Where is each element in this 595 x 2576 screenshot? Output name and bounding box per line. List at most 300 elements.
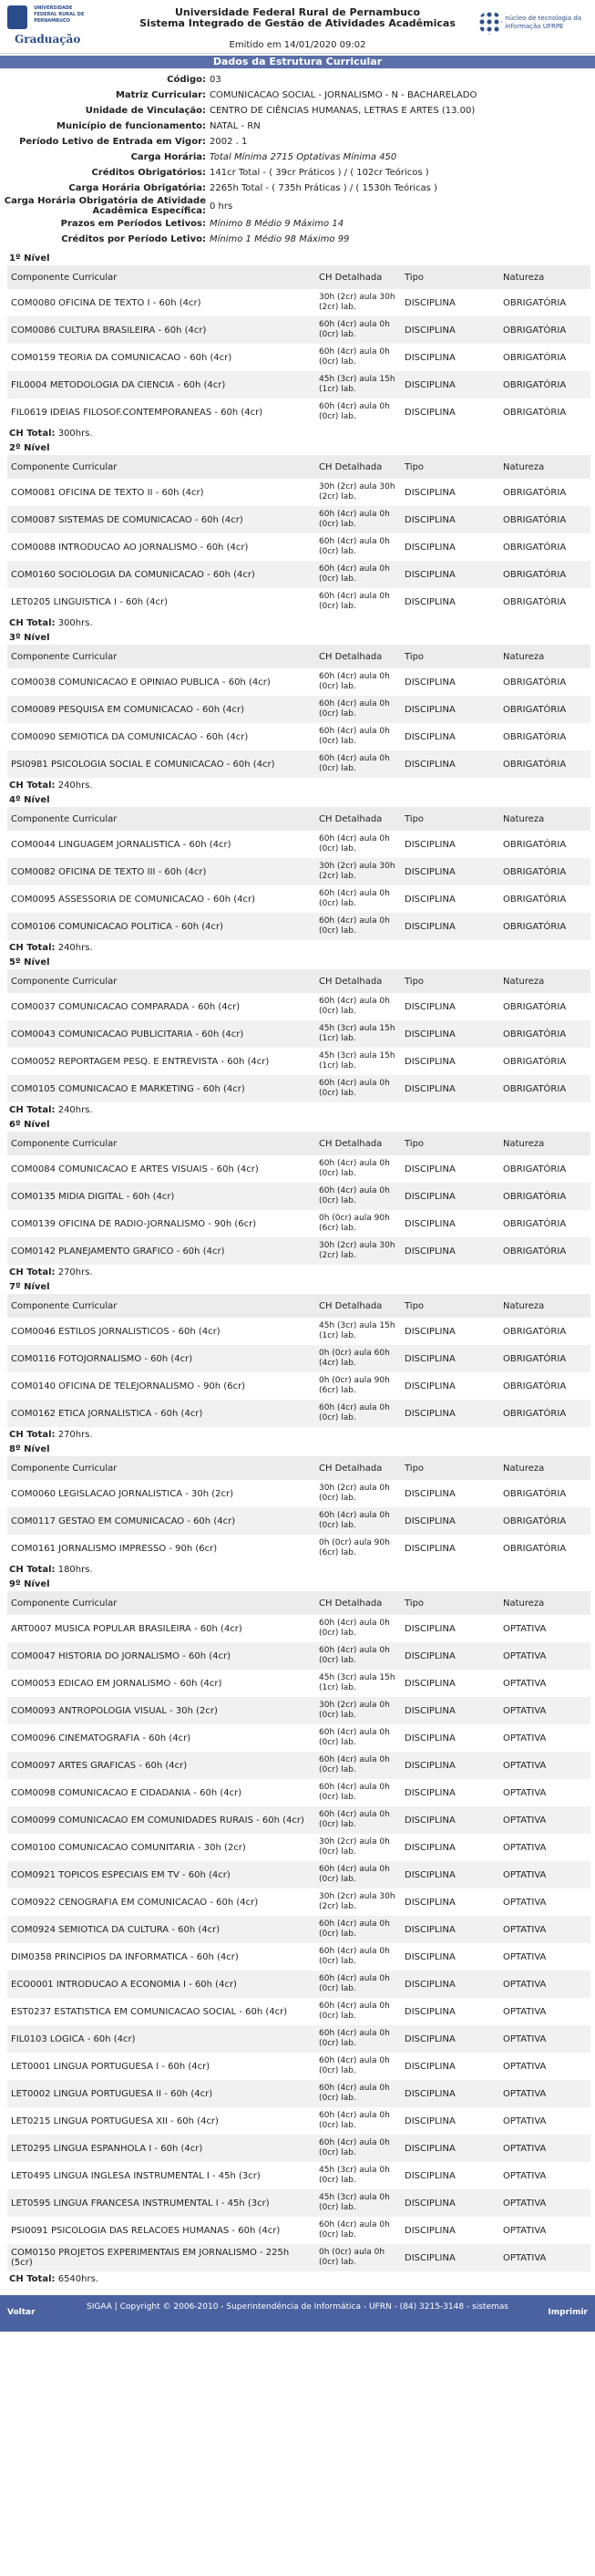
level-total — [0, 1265, 595, 1281]
components-table — [7, 1456, 590, 1562]
component-cell — [7, 2217, 315, 2244]
component-name: CENOGRAFIA EM COMUNICACAO - 60h (4cr) — [58, 1897, 259, 1908]
table-row — [7, 533, 590, 561]
component-nature: OBRIGATÓRIA — [499, 1345, 590, 1372]
table-row — [7, 2053, 590, 2080]
level-title: 5º Nível — [9, 957, 50, 967]
component-name: COMUNICACAO POLITICA - 60h (4cr) — [58, 921, 223, 932]
component-name: ETICA JORNALISTICA - 60h (4cr) — [58, 1408, 203, 1419]
table-row — [7, 1615, 590, 1642]
component-name: LINGUA PORTUGUESA II - 60h (4cr) — [53, 2088, 213, 2099]
total-label: CH Total: — [9, 781, 56, 791]
total-value: 240hrs. — [57, 943, 93, 953]
component-code: COM0044 — [11, 839, 56, 850]
component-nature: OPTATIVA — [499, 1724, 590, 1752]
ch-detail: 60h (4cr) aula 0h (0cr) lab. — [315, 588, 401, 616]
component-name: EDICAO EM JORNALISMO - 60h (4cr) — [58, 1678, 222, 1689]
component-name: CINEMATOGRAFIA - 60h (4cr) — [58, 1733, 191, 1743]
component-name: ARTES GRAFICAS - 60h (4cr) — [58, 1760, 188, 1771]
component-nature: OBRIGATÓRIA — [499, 696, 590, 723]
component-nature: OBRIGATÓRIA — [499, 1480, 590, 1507]
logo-subtitle: Graduação — [15, 33, 81, 46]
total-value: 6540hrs. — [57, 2274, 98, 2284]
table-row — [7, 1670, 590, 1697]
component-name: LEGISLACAO JORNALISTICA - 30h (2cr) — [58, 1488, 234, 1499]
total-label: CH Total: — [9, 2274, 56, 2284]
column-header: CH Detalhada — [315, 1456, 401, 1480]
info-value: 03 — [210, 75, 221, 85]
university-name: Universidade Federal Rural de Pernambuco — [174, 6, 421, 18]
component-nature: OBRIGATÓRIA — [499, 561, 590, 588]
table-header-row — [7, 265, 590, 289]
ch-detail: 60h (4cr) aula 0h (0cr) lab. — [315, 2025, 401, 2053]
components-table — [7, 1294, 590, 1427]
component-nature: OBRIGATÓRIA — [499, 1075, 590, 1102]
ch-detail: 60h (4cr) aula 0h (0cr) lab. — [315, 1779, 401, 1806]
table-row — [7, 398, 590, 426]
column-header: Tipo — [401, 1132, 499, 1155]
component-nature: OPTATIVA — [499, 1998, 590, 2025]
component-nature: OPTATIVA — [499, 1697, 590, 1724]
component-cell — [7, 858, 315, 885]
university-logo — [7, 5, 89, 51]
table-row — [7, 2162, 590, 2189]
component-name: ESTATISTICA EM COMUNICACAO SOCIAL - 60h (4cr) — [54, 2006, 288, 2017]
component-cell — [7, 2189, 315, 2217]
info-value: 2002 . 1 — [210, 137, 248, 147]
component-type: DISCIPLINA — [401, 1752, 499, 1779]
component-type: DISCIPLINA — [401, 668, 499, 696]
component-cell — [7, 2080, 315, 2107]
ch-detail: 60h (4cr) aula 0h (0cr) lab. — [315, 1724, 401, 1752]
ch-detail: 60h (4cr) aula 0h (0cr) lab. — [315, 1943, 401, 1971]
column-header: Natureza — [499, 645, 590, 668]
ch-detail: 60h (4cr) aula 0h (0cr) lab. — [315, 913, 401, 940]
ch-detail: 60h (4cr) aula 0h (0cr) lab. — [315, 1400, 401, 1427]
component-cell — [7, 1971, 315, 1998]
component-code: COM0150 — [11, 2248, 56, 2258]
component-code: COM0089 — [11, 704, 56, 715]
component-type: DISCIPLINA — [401, 2053, 499, 2080]
component-nature: OPTATIVA — [499, 1806, 590, 1834]
nti-text: núcleo de tecnologia da informação UFRPE — [505, 15, 582, 30]
column-header: Natureza — [499, 265, 590, 289]
component-cell — [7, 588, 315, 616]
ch-detail: 0h (0cr) aula 90h (6cr) lab. — [315, 1372, 401, 1400]
component-cell — [7, 1806, 315, 1834]
component-cell — [7, 993, 315, 1020]
component-type: DISCIPLINA — [401, 1210, 499, 1237]
component-cell — [7, 506, 315, 533]
logo-text: UNIVERSIDADE FEDERAL RURAL DE PERNAMBUCO — [34, 5, 85, 24]
info-row — [0, 165, 595, 181]
table-row — [7, 2217, 590, 2244]
component-type: DISCIPLINA — [401, 1400, 499, 1427]
component-nature: OPTATIVA — [499, 1615, 590, 1642]
table-row — [7, 885, 590, 913]
component-name: SEMIOTICA DA CULTURA - 60h (4cr) — [58, 1924, 221, 1935]
component-cell — [7, 1345, 315, 1372]
component-code: FIL0103 — [11, 2033, 47, 2044]
ch-detail: 30h (2cr) aula 30h (2cr) lab. — [315, 289, 401, 316]
table-row — [7, 1888, 590, 1916]
component-cell — [7, 1480, 315, 1507]
component-code: COM0098 — [11, 1787, 56, 1798]
component-name: REPORTAGEM PESQ. E ENTREVISTA - 60h (4cr) — [58, 1056, 270, 1067]
components-table — [7, 645, 590, 778]
table-row — [7, 1210, 590, 1237]
column-header: Natureza — [499, 1456, 590, 1480]
ch-detail: 60h (4cr) aula 0h (0cr) lab. — [315, 561, 401, 588]
table-row — [7, 289, 590, 316]
component-name: OFICINA DE TEXTO III - 60h (4cr) — [58, 866, 207, 877]
info-row — [0, 150, 595, 165]
column-header: Tipo — [401, 1591, 499, 1615]
component-code: COM0038 — [11, 677, 56, 688]
total-label: CH Total: — [9, 618, 56, 628]
component-type: DISCIPLINA — [401, 1971, 499, 1998]
ch-detail: 30h (2cr) aula 30h (2cr) lab. — [315, 1888, 401, 1916]
table-row — [7, 506, 590, 533]
component-code: FIL0004 — [11, 379, 47, 390]
component-code: COM0160 — [11, 569, 56, 580]
level-title: 1º Nível — [9, 253, 50, 264]
column-header: Tipo — [401, 455, 499, 479]
component-code: COM0135 — [11, 1191, 56, 1202]
component-name: PSICOLOGIA SOCIAL E COMUNICACAO - 60h (4cr) — [50, 759, 275, 770]
info-label: Município de funcionamento: — [56, 121, 206, 131]
component-nature: OBRIGATÓRIA — [499, 371, 590, 398]
component-nature: OBRIGATÓRIA — [499, 885, 590, 913]
column-header: Tipo — [401, 1294, 499, 1318]
info-row — [0, 196, 595, 216]
level-title: 3º Nível — [9, 633, 50, 643]
component-cell — [7, 1535, 315, 1562]
component-type: DISCIPLINA — [401, 885, 499, 913]
component-code: COM0088 — [11, 542, 56, 553]
component-name: INTRODUCAO AO JORNALISMO - 60h (4cr) — [58, 542, 249, 553]
component-code: COM0921 — [11, 1869, 56, 1880]
component-name: INTRODUCAO A ECONOMIA I - 60h (4cr) — [56, 1979, 237, 1990]
component-code: COM0139 — [11, 1218, 56, 1229]
total-label: CH Total: — [9, 1565, 56, 1575]
component-code: COM0105 — [11, 1083, 56, 1094]
component-nature: OPTATIVA — [499, 2244, 590, 2271]
table-row — [7, 1372, 590, 1400]
table-row — [7, 1998, 590, 2025]
ch-detail: 30h (2cr) aula 30h (2cr) lab. — [315, 858, 401, 885]
component-nature: OBRIGATÓRIA — [499, 1372, 590, 1400]
component-name: LOGICA - 60h (4cr) — [49, 2033, 136, 2044]
component-type: DISCIPLINA — [401, 858, 499, 885]
print-link[interactable]: Imprimir — [548, 2308, 588, 2317]
table-row — [7, 2244, 590, 2271]
ch-detail: 45h (3cr) aula 15h (1cr) lab. — [315, 1048, 401, 1075]
component-type: DISCIPLINA — [401, 561, 499, 588]
component-nature: OPTATIVA — [499, 2080, 590, 2107]
column-header: CH Detalhada — [315, 265, 401, 289]
component-code: COM0087 — [11, 514, 56, 525]
ch-detail: 60h (4cr) aula 0h (0cr) lab. — [315, 831, 401, 858]
level-total — [0, 2271, 595, 2288]
component-name: ASSESSORIA DE COMUNICACAO - 60h (4cr) — [58, 894, 256, 905]
component-nature: OBRIGATÓRIA — [499, 506, 590, 533]
component-code: LET0002 — [11, 2088, 51, 2099]
component-type: DISCIPLINA — [401, 1642, 499, 1670]
components-table — [7, 455, 590, 616]
component-code: COM0142 — [11, 1246, 56, 1257]
level-title: 9º Nível — [9, 1579, 50, 1589]
component-code: COM0082 — [11, 866, 56, 877]
info-value: Mínimo 1 Médio 98 Máximo 99 — [210, 234, 350, 244]
total-label: CH Total: — [9, 429, 56, 439]
ch-detail: 60h (4cr) aula 0h (0cr) lab. — [315, 668, 401, 696]
column-header: Componente Curricular — [7, 1132, 315, 1155]
component-name: PESQUISA EM COMUNICACAO - 60h (4cr) — [58, 704, 245, 715]
info-row — [0, 88, 595, 103]
table-row — [7, 696, 590, 723]
ch-detail: 60h (4cr) aula 0h (0cr) lab. — [315, 993, 401, 1020]
ch-detail: 60h (4cr) aula 0h (0cr) lab. — [315, 1183, 401, 1210]
component-type: DISCIPLINA — [401, 588, 499, 616]
info-label: Período Letivo de Entrada em Vigor: — [19, 137, 206, 147]
component-type: DISCIPLINA — [401, 723, 499, 750]
level-title: 4º Nível — [9, 795, 50, 805]
column-header: Tipo — [401, 807, 499, 831]
component-cell — [7, 2053, 315, 2080]
component-code: COM0116 — [11, 1353, 56, 1364]
info-row — [0, 181, 595, 196]
component-code: COM0052 — [11, 1056, 56, 1067]
table-row — [7, 1345, 590, 1372]
component-name: LINGUA FRANCESA INSTRUMENTAL I - 45h (3cr) — [53, 2198, 270, 2209]
component-name: SOCIOLOGIA DA COMUNICACAO - 60h (4cr) — [58, 569, 255, 580]
component-code: PSI0981 — [11, 759, 48, 770]
component-name: METODOLOGIA DA CIENCIA - 60h (4cr) — [49, 379, 226, 390]
table-row — [7, 2189, 590, 2217]
info-value: Mínimo 8 Médio 9 Máximo 14 — [210, 219, 344, 229]
component-type: DISCIPLINA — [401, 2162, 499, 2189]
ch-detail: 60h (4cr) aula 0h (0cr) lab. — [315, 2053, 401, 2080]
component-nature: OBRIGATÓRIA — [499, 1020, 590, 1048]
level-title: 7º Nível — [9, 1282, 50, 1292]
component-nature: OBRIGATÓRIA — [499, 1210, 590, 1237]
table-header-row — [7, 807, 590, 831]
component-type: DISCIPLINA — [401, 1779, 499, 1806]
component-code: COM0100 — [11, 1842, 56, 1853]
component-name: CULTURA BRASILEIRA - 60h (4cr) — [58, 325, 207, 336]
components-table — [7, 265, 590, 426]
column-header: Tipo — [401, 969, 499, 993]
level-total — [0, 1427, 595, 1443]
column-header: Componente Curricular — [7, 1456, 315, 1480]
component-nature: OPTATIVA — [499, 1779, 590, 1806]
component-type: DISCIPLINA — [401, 831, 499, 858]
component-type: DISCIPLINA — [401, 1155, 499, 1183]
ch-detail: 60h (4cr) aula 0h (0cr) lab. — [315, 2080, 401, 2107]
component-cell — [7, 1888, 315, 1916]
component-type: DISCIPLINA — [401, 1183, 499, 1210]
component-name: SEMIOTICA DA COMUNICACAO - 60h (4cr) — [58, 731, 249, 742]
ch-detail: 60h (4cr) aula 0h (0cr) lab. — [315, 723, 401, 750]
component-type: DISCIPLINA — [401, 506, 499, 533]
ch-detail: 60h (4cr) aula 0h (0cr) lab. — [315, 1971, 401, 1998]
component-type: DISCIPLINA — [401, 479, 499, 506]
component-name: LINGUA INGLESA INSTRUMENTAL I - 45h (3cr) — [53, 2170, 261, 2181]
table-row — [7, 1642, 590, 1670]
level-total — [0, 616, 595, 632]
component-code: COM0046 — [11, 1326, 56, 1337]
component-name: GESTAO EM COMUNICACAO - 60h (4cr) — [58, 1516, 236, 1526]
component-code: COM0096 — [11, 1733, 56, 1743]
component-nature: OBRIGATÓRIA — [499, 723, 590, 750]
component-type: DISCIPLINA — [401, 1834, 499, 1861]
info-label: Créditos por Período Letivo: — [61, 234, 206, 244]
component-code: COM0161 — [11, 1543, 56, 1554]
component-code: COM0922 — [11, 1897, 56, 1908]
column-header: Componente Curricular — [7, 455, 315, 479]
info-value: Total Mínima 2715 Optativas Mínima 450 — [210, 152, 397, 162]
column-header: CH Detalhada — [315, 1132, 401, 1155]
component-name: LINGUA PORTUGUESA I - 60h (4cr) — [53, 2061, 210, 2072]
component-nature: OBRIGATÓRIA — [499, 913, 590, 940]
component-code: EST0237 — [11, 2006, 52, 2017]
table-row — [7, 1318, 590, 1345]
table-row — [7, 588, 590, 616]
component-type: DISCIPLINA — [401, 1861, 499, 1888]
component-code: COM0097 — [11, 1760, 56, 1771]
curriculum-levels — [0, 253, 595, 2288]
table-row — [7, 1971, 590, 1998]
level-title: 2º Nível — [9, 443, 50, 453]
info-label: Créditos Obrigatórios: — [91, 168, 206, 178]
component-cell — [7, 723, 315, 750]
component-cell — [7, 1020, 315, 1048]
section-caption: Dados da Estrutura Curricular — [0, 56, 595, 68]
component-code: COM0053 — [11, 1678, 56, 1689]
component-nature: OPTATIVA — [499, 1670, 590, 1697]
page-footer — [0, 2295, 595, 2332]
table-row — [7, 1507, 590, 1535]
table-row — [7, 1834, 590, 1861]
component-nature: OPTATIVA — [499, 2217, 590, 2244]
component-type: DISCIPLINA — [401, 371, 499, 398]
component-type: DISCIPLINA — [401, 2025, 499, 2053]
component-nature: OBRIGATÓRIA — [499, 398, 590, 426]
component-code: COM0037 — [11, 1001, 56, 1012]
table-row — [7, 858, 590, 885]
nti-icon — [478, 11, 502, 35]
component-cell — [7, 289, 315, 316]
table-row — [7, 479, 590, 506]
component-code: COM0043 — [11, 1029, 56, 1040]
total-label: CH Total: — [9, 1105, 56, 1115]
ch-detail: 60h (4cr) aula 0h (0cr) lab. — [315, 1642, 401, 1670]
column-header: Tipo — [401, 265, 499, 289]
table-row — [7, 1183, 590, 1210]
table-row — [7, 2080, 590, 2107]
component-nature: OBRIGATÓRIA — [499, 831, 590, 858]
info-label: Carga Horária: — [130, 152, 206, 162]
component-code: COM0090 — [11, 731, 56, 742]
column-header: Componente Curricular — [7, 807, 315, 831]
component-code: LET0001 — [11, 2061, 51, 2072]
ch-detail: 60h (4cr) aula 0h (0cr) lab. — [315, 316, 401, 344]
component-cell — [7, 316, 315, 344]
component-type: DISCIPLINA — [401, 1998, 499, 2025]
component-cell — [7, 1916, 315, 1943]
component-code: DIM0358 — [11, 1951, 52, 1962]
table-row — [7, 2025, 590, 2053]
component-cell — [7, 479, 315, 506]
component-name: SISTEMAS DE COMUNICACAO - 60h (4cr) — [58, 514, 243, 525]
table-row — [7, 1237, 590, 1265]
level-total — [0, 1102, 595, 1119]
component-name: OFICINA DE RADIO-JORNALISMO - 90h (6cr) — [58, 1218, 257, 1229]
header-title — [109, 7, 486, 29]
component-name: TOPICOS ESPECIAIS EM TV - 60h (4cr) — [58, 1869, 231, 1880]
component-cell — [7, 668, 315, 696]
component-nature: OPTATIVA — [499, 1971, 590, 1998]
component-code: COM0924 — [11, 1924, 56, 1935]
ch-detail: 60h (4cr) aula 0h (0cr) lab. — [315, 1916, 401, 1943]
component-cell — [7, 1210, 315, 1237]
component-cell — [7, 1237, 315, 1265]
info-label: Carga Horária Obrigatória: — [68, 183, 206, 193]
component-code: LET0215 — [11, 2116, 51, 2126]
component-nature: OPTATIVA — [499, 1834, 590, 1861]
column-header: Natureza — [499, 969, 590, 993]
component-name: OFICINA DE TELEJORNALISMO - 90h (6cr) — [58, 1381, 246, 1391]
component-code: COM0093 — [11, 1705, 56, 1716]
ch-detail: 60h (4cr) aula 0h (0cr) lab. — [315, 2217, 401, 2244]
table-row — [7, 750, 590, 778]
components-table — [7, 1591, 590, 2271]
column-header: Componente Curricular — [7, 1591, 315, 1615]
component-cell — [7, 1670, 315, 1697]
column-header: Componente Curricular — [7, 1294, 315, 1318]
level-title: 8º Nível — [9, 1444, 50, 1454]
component-name: COMUNICACAO COMPARADA - 60h (4cr) — [58, 1001, 241, 1012]
ch-detail: 60h (4cr) aula 0h (0cr) lab. — [315, 398, 401, 426]
nti-logo — [478, 11, 588, 44]
component-nature: OPTATIVA — [499, 2025, 590, 2053]
level-total — [0, 1562, 595, 1578]
component-nature: OPTATIVA — [499, 1888, 590, 1916]
component-cell — [7, 885, 315, 913]
ch-detail: 60h (4cr) aula 0h (0cr) lab. — [315, 1998, 401, 2025]
component-nature: OBRIGATÓRIA — [499, 1048, 590, 1075]
table-row — [7, 1806, 590, 1834]
ch-detail: 30h (2cr) aula 0h (0cr) lab. — [315, 1834, 401, 1861]
info-label: Matriz Curricular: — [115, 90, 206, 100]
table-row — [7, 316, 590, 344]
info-row — [0, 216, 595, 232]
footer-copyright: SIGAA | Copyright © 2006-2010 - Superintendência de Informática - UFRN - (84) 3215-3148 - sistemas — [87, 2302, 508, 2312]
total-value: 300hrs. — [57, 618, 93, 628]
table-row — [7, 993, 590, 1020]
back-link[interactable]: Voltar — [7, 2308, 36, 2317]
component-cell — [7, 1724, 315, 1752]
component-type: DISCIPLINA — [401, 316, 499, 344]
component-name: COMUNICACAO PUBLICITARIA - 60h (4cr) — [58, 1029, 244, 1040]
column-header: CH Detalhada — [315, 1591, 401, 1615]
component-name: LINGUAGEM JORNALISTICA - 60h (4cr) — [58, 839, 231, 850]
component-type: DISCIPLINA — [401, 1318, 499, 1345]
component-cell — [7, 1048, 315, 1075]
ch-detail: 60h (4cr) aula 0h (0cr) lab. — [315, 696, 401, 723]
table-row — [7, 831, 590, 858]
